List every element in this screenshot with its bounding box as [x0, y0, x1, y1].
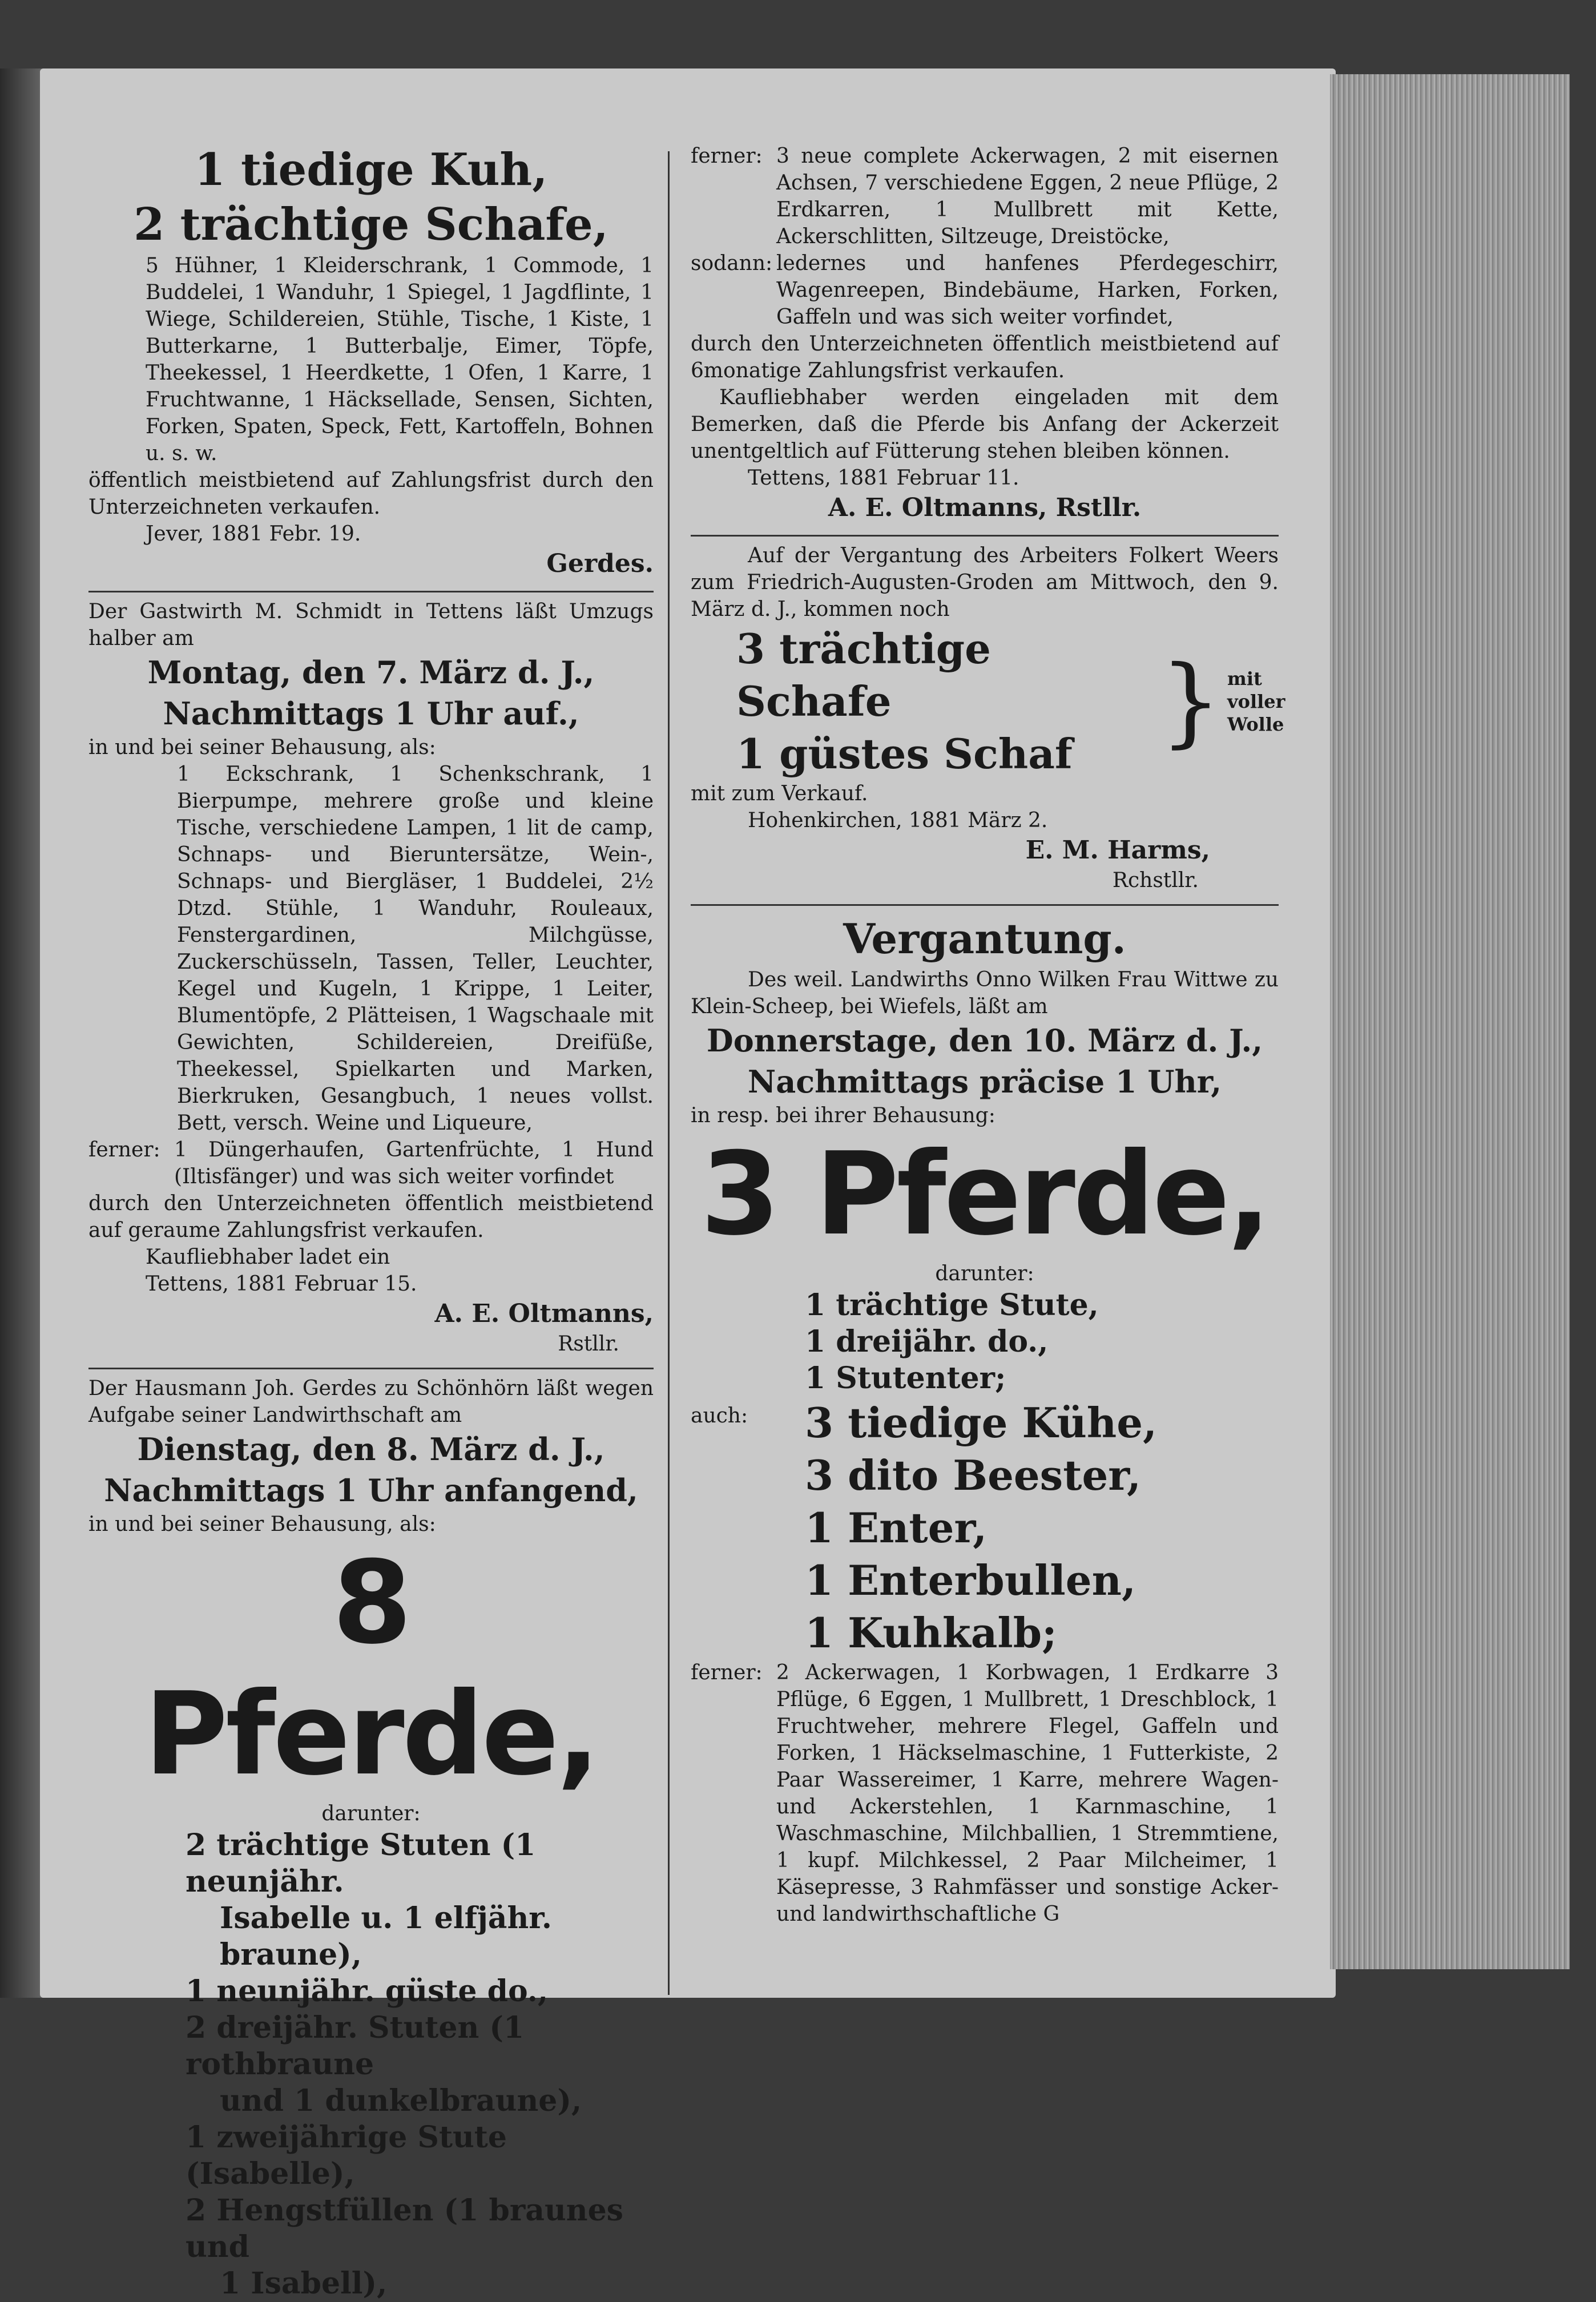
ferner-text: 3 neue complete Ackerwagen, 2 mit eisernen Achsen, 7 verschiedene Eggen, 2 neue Pflüge, 2 Erdkarren, 1 Mullbrett mit Kette, Ackerschlitten, Siltzeuge, Dreistöcke, [776, 144, 1279, 248]
sheep-group [691, 623, 1285, 780]
horse-list [691, 1287, 1279, 1397]
list-item: 1 zweijährige Stute (Isabelle), [186, 2120, 507, 2191]
ferner-row [691, 143, 1279, 250]
list-item: 2 dreijähr. Stuten (1 rothbraune [186, 2010, 525, 2082]
signature: Gerdes. [546, 549, 654, 578]
auch-row [691, 1397, 1279, 1659]
ad-date: Dienstag, den 8. März d. J., [137, 1431, 605, 1468]
sheep-line: 3 trächtige Schafe [736, 624, 991, 725]
ad-date: Montag, den 7. März d. J., [147, 654, 595, 691]
ad-intro: Des weil. Landwirths Onno Wilken Frau Wittwe zu Klein-Scheep, bei Wiefels, läßt am [691, 968, 1279, 1018]
ad-text: durch den Unterzeichneten öffentlich meistbietend auf 6monatige Zahlungsfrist verkaufen. [691, 332, 1279, 382]
ad-divider [88, 591, 654, 592]
signature: E. M. Harms, [1025, 836, 1210, 865]
ad-wilken [691, 912, 1279, 1928]
ad-time: Nachmittags präcise 1 Uhr, [747, 1063, 1222, 1100]
invite: Kaufliebhaber ladet ein [146, 1245, 390, 1269]
headline: 3 Pferde, [700, 1128, 1269, 1261]
ad-gerdes [88, 1375, 654, 2302]
sheep-lines [736, 623, 1154, 780]
sale-text: mit zum Verkauf. [691, 782, 868, 805]
sheep-line: 1 güstes Schaf [736, 729, 1073, 778]
animal-item: 1 Kuhkalb; [805, 1608, 1057, 1657]
darunter-label: darunter: [935, 1262, 1034, 1285]
column-divider [668, 151, 670, 1995]
list-item: Isabelle u. 1 elfjähr. braune), [220, 1901, 552, 1972]
ferner-row [691, 1659, 1279, 1928]
ad-title: Vergantung. [843, 914, 1126, 963]
ad-title: 1 tiedige Kuh, [194, 144, 548, 196]
sodann-row [691, 250, 1279, 330]
ad-note: Kaufliebhaber werden eingeladen mit dem Bemerken, daß die Pferde bis Anfang der Ackerzeit unentgeltlich auf Fütterung stehen bleiben können. [691, 386, 1279, 463]
ad-intro: Auf der Vergantung des Arbeiters Folkert Weers zum Friedrich-Augusten-Groden am Mittwoch, den 9. März d. J., kommen noch [691, 544, 1279, 621]
signature-title: Rchstllr. [1112, 869, 1199, 892]
list-item: 1 neunjähr. güste do., [186, 1974, 548, 2009]
book-gutter [0, 68, 46, 1998]
ad-weers [691, 542, 1285, 894]
list-item: 1 Stutenter; [805, 1361, 1006, 1396]
page-edges [1330, 74, 1570, 1969]
ad-intro: Der Hausmann Joh. Gerdes zu Schönhörn läßt wegen Aufgabe seiner Landwirthschaft am [88, 1377, 654, 1427]
ferner-row [88, 1136, 654, 1190]
ad-time: Nachmittags 1 Uhr anfangend, [104, 1472, 638, 1509]
list-item: 2 Hengstfüllen (1 braunes und [186, 2193, 623, 2264]
horse-list [88, 1827, 654, 2302]
ad-date: Donnerstage, den 10. März d. J., [706, 1022, 1263, 1059]
ferner-text: 2 Ackerwagen, 1 Korbwagen, 1 Erdkarre 3 Pflüge, 6 Eggen, 1 Mullbrett, 1 Dreschblock, 1 Fruchtweher, mehrere Flegel, Gaffeln und Forken, 1 Häckselmaschine, 1 Futterkiste, 2 Paar Wassereimer, 1 Karre, mehrere Wagen- und Ackerstehlen, 1 Karnmaschine, 1 Waschmaschine, Milchballien, 1 Stremmtiene, 1 kupf. Milchkessel, 2 Paar Milcheimer, 1 Käsepresse, 3 Rahmfässer und sonstige Acker- und landwirthschaftliche G [776, 1661, 1279, 1926]
ferner-label: ferner: [88, 1138, 160, 1162]
signature: A. E. Oltmanns, [434, 1299, 654, 1328]
ad-time: Nachmittags 1 Uhr auf., [163, 695, 579, 732]
right-column [691, 143, 1285, 1928]
animal-item: 3 dito Beester, [805, 1451, 1142, 1499]
ad-divider [691, 535, 1279, 537]
ad-schmidt [88, 598, 654, 1357]
animal-list [776, 1397, 1279, 1659]
list-item: 1 trächtige Stute, [805, 1288, 1099, 1323]
ad-text: öffentlich meistbietend auf Zahlungsfrist durch den Unterzeichneten verkaufen. [88, 469, 654, 519]
ferner-label: ferner: [691, 1661, 763, 1684]
animal-item: 1 Enter, [805, 1503, 988, 1552]
place-date: Hohenkirchen, 1881 März 2. [748, 809, 1048, 832]
brace-note: mit voller Wolle [1227, 668, 1285, 735]
list-item: 1 dreijähr. do., [805, 1324, 1049, 1359]
animal-item: 3 tiedige Kühe, [805, 1398, 1158, 1447]
item-list: 5 Hühner, 1 Kleiderschrank, 1 Commode, 1 Buddelei, 1 Wanduhr, 1 Spiegel, 1 Jagdflinte, 1 Wiege, Schildereien, Stühle, Tische, 1 Kiste, 1 Butterkarne, 1 Butterbalje, Eimer, Töpfe, Theekessel, 1 Heerdkette, 1 Ofen, 1 Karre, 1 Fruchtwanne, 1 Häcksellade, Sensen, Sichten, Forken, Spaten, Speck, Fett, Kartoffeln, Bohnen u. s. w. [146, 254, 654, 465]
ferner-text: 1 Düngerhaufen, Gartenfrüchte, 1 Hund (Iltisfänger) und was sich weiter vorfindet [174, 1138, 654, 1188]
ad-location: in resp. bei ihrer Behausung: [691, 1104, 996, 1127]
place-date: Tettens, 1881 Februar 11. [748, 466, 1019, 490]
headline: 8 Pferde, [144, 1537, 598, 1801]
list-item: und 1 dunkelbraune), [220, 2083, 582, 2118]
ad-text: durch den Unterzeichneten öffentlich meistbietend auf geraume Zahlungsfrist verkaufen. [88, 1192, 654, 1242]
auch-label: auch: [691, 1404, 748, 1428]
signature: A. E. Oltmanns, Rstllr. [828, 493, 1142, 522]
ad-divider [691, 904, 1279, 906]
ad-location: in und bei seiner Behausung, als: [88, 1513, 436, 1536]
ad-title: 2 trächtige Schafe, [134, 199, 608, 251]
list-item: 1 Isabell), [220, 2266, 388, 2301]
ad-cow-sheep [88, 143, 654, 580]
place-date: Tettens, 1881 Februar 15. [146, 1272, 417, 1296]
item-list: 1 Eckschrank, 1 Schenkschrank, 1 Bierpumpe, mehrere große und kleine Tische, verschiedene Lampen, 1 lit de camp, Schnaps- und Bieruntersätze, Wein-, Schnaps- und Biergläser, 1 Buddelei, 2½ Dtzd. Stühle, 1 Wanduhr, Rouleaux, Fenstergardinen, Milchgüsse, Zuckerschüsseln, Tassen, Teller, Leuchter, Kegel und Kugeln, 1 Krippe, 1 Leiter, Blumentöpfe, 2 Plätteisen, 1 Wagschaale mit Gewichten, Schildereien, Dreifüße, Theekessel, Spielkarten und Marken, Bierkruken, Gesangbuch, 1 neues vollst. Bett, versch. Weine und Liqueure, [177, 763, 654, 1135]
list-item: 2 trächtige Stuten (1 neunjähr. [186, 1828, 536, 1899]
place-date: Jever, 1881 Febr. 19. [146, 522, 361, 546]
ad-location: in und bei seiner Behausung, als: [88, 736, 436, 759]
ad-oltmanns [691, 143, 1279, 525]
signature-title: Rstllr. [558, 1332, 619, 1356]
brace-icon: } [1159, 645, 1222, 758]
sodann-label: sodann: [691, 252, 773, 275]
ad-divider [88, 1368, 654, 1369]
animal-item: 1 Enterbullen, [805, 1556, 1136, 1604]
left-column [88, 143, 654, 2302]
darunter-label: darunter: [321, 1802, 421, 1825]
ad-intro: Der Gastwirth M. Schmidt in Tettens läßt Umzugs halber am [88, 600, 654, 650]
sodann-text: ledernes und hanfenes Pferdegeschirr, Wagenreepen, Bindebäume, Harken, Forken, Gaffeln und was sich weiter vorfindet, [776, 252, 1279, 329]
ferner-label: ferner: [691, 144, 763, 168]
